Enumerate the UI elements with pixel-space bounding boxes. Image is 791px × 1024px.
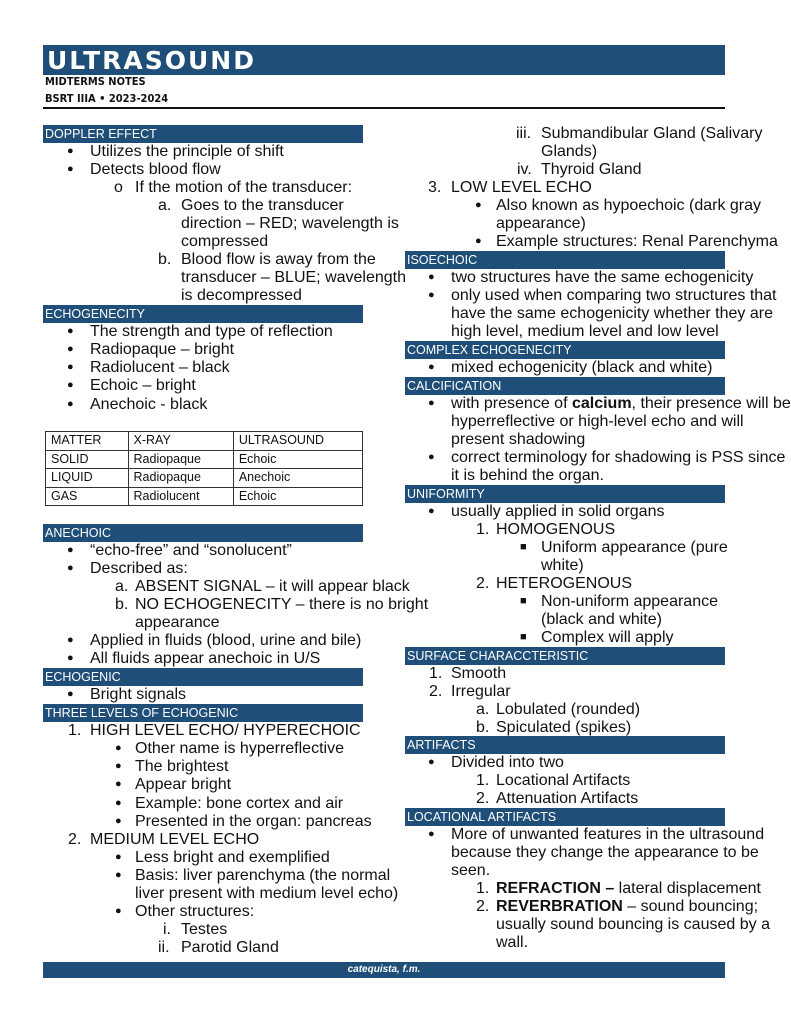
list-marker: b. xyxy=(115,596,129,613)
section-anechoic: ANECHOIC xyxy=(43,524,363,542)
bullet-icon: ● xyxy=(67,544,74,556)
table-cell: ULTRASOUND xyxy=(233,432,362,451)
list-marker: a. xyxy=(158,197,172,214)
list-item: HOMOGENOUS xyxy=(496,521,616,538)
table-cell: Radiopaque xyxy=(128,450,233,469)
circle-bullet-icon: o xyxy=(114,179,123,196)
bullet-icon: ● xyxy=(67,398,74,410)
list-item-cont: because they change the appearance to be xyxy=(451,844,759,861)
list-item-cont: (black and white) xyxy=(541,611,662,628)
list-item: Uniform appearance (pure xyxy=(541,539,728,556)
bold-text: REFRACTION – xyxy=(496,880,615,897)
list-item-cont: appearance xyxy=(135,614,220,631)
list-item: Other name is hyperreflective xyxy=(135,740,344,757)
footer-bar xyxy=(43,962,725,978)
table-cell: Radiopaque xyxy=(128,469,233,488)
list-marker: 1. xyxy=(476,880,490,897)
list-marker: 3. xyxy=(428,179,442,196)
list-item: Lobulated (rounded) xyxy=(496,701,641,718)
bullet-icon: ● xyxy=(67,325,74,337)
text-part: – sound bouncing; xyxy=(622,898,759,915)
bullet-icon: ● xyxy=(428,828,435,840)
bullet-icon: ● xyxy=(115,869,122,881)
list-marker: a. xyxy=(476,701,490,718)
bullet-icon: ● xyxy=(428,271,435,283)
list-marker: iv. xyxy=(517,161,532,178)
section-echogenecity: ECHOGENECITY xyxy=(43,305,363,323)
list-item-cont: present shadowing xyxy=(451,431,586,448)
list-item: Appear bright xyxy=(135,776,232,793)
table-cell: Anechoic xyxy=(233,469,362,488)
table-row xyxy=(46,469,363,488)
bold-text: calcium xyxy=(571,395,632,412)
list-item: Radiolucent – black xyxy=(90,359,230,376)
bullet-icon: ● xyxy=(115,797,122,809)
list-item: Detects blood flow xyxy=(90,161,221,178)
list-item-cont: usually sound bouncing is caused by a xyxy=(496,916,770,933)
list-item: Applied in fluids (blood, urine and bile) xyxy=(90,632,362,649)
list-item-cont: transducer – BLUE; wavelength xyxy=(181,269,407,286)
bullet-icon: ● xyxy=(428,289,435,301)
text-part: with presence of xyxy=(451,395,572,412)
list-item: Parotid Gland xyxy=(181,939,279,956)
list-item: HETEROGENOUS xyxy=(496,575,633,592)
list-marker: 2. xyxy=(68,831,82,848)
table-cell: X-RAY xyxy=(128,432,233,451)
table-cell: LIQUID xyxy=(46,469,129,488)
bullet-icon: ● xyxy=(428,397,435,409)
list-item: Basis: liver parenchyma (the normal xyxy=(135,867,391,884)
list-item: Spiculated (spikes) xyxy=(496,719,632,736)
list-item: All fluids appear anechoic in U/S xyxy=(90,650,321,667)
bullet-icon: ● xyxy=(67,652,74,664)
bold-text: REVERBRATION xyxy=(496,898,623,915)
section-calcification: CALCIFICATION xyxy=(405,377,725,395)
list-item-cont: high level, medium level and low level xyxy=(451,323,719,340)
section-locational-artifacts: LOCATIONAL ARTIFACTS xyxy=(405,808,725,826)
table-cell: SOLID xyxy=(46,450,129,469)
list-marker: 1. xyxy=(68,722,82,739)
list-item: Radiopaque – bright xyxy=(90,341,235,358)
list-item xyxy=(496,898,758,916)
list-item-cont: Glands) xyxy=(541,143,598,160)
list-item: ABSENT SIGNAL – it will appear black xyxy=(135,578,410,595)
list-item-cont: white) xyxy=(541,557,584,574)
section-doppler-effect: DOPPLER EFFECT xyxy=(43,125,363,143)
text-part: lateral displacement xyxy=(614,880,761,897)
list-item-cont: is decompressed xyxy=(181,287,302,304)
list-item: Less bright and exemplified xyxy=(135,849,330,866)
list-item-heading: MEDIUM LEVEL ECHO xyxy=(90,831,260,848)
list-item: two structures have the same echogenicity xyxy=(451,269,754,286)
section-complex-echogenecity: COMPLEX ECHOGENECITY xyxy=(405,341,725,359)
table-cell: Echoic xyxy=(233,450,362,469)
list-item: Other structures: xyxy=(135,903,255,920)
list-item-cont: direction – RED; wavelength is xyxy=(181,215,399,232)
bullet-icon: ● xyxy=(475,199,482,211)
list-item: Bright signals xyxy=(90,686,187,703)
list-marker: 1. xyxy=(429,665,443,682)
bullet-icon: ● xyxy=(67,688,74,700)
list-item: Anechoic - black xyxy=(90,396,208,413)
bullet-icon: ● xyxy=(115,851,122,863)
bullet-icon: ● xyxy=(428,756,435,768)
list-item-cont: wall. xyxy=(496,934,529,951)
header-divider xyxy=(43,107,725,109)
list-marker: 2. xyxy=(476,790,490,807)
list-item-heading: HIGH LEVEL ECHO/ HYPERECHOIC xyxy=(90,722,361,739)
list-item: Goes to the transducer xyxy=(181,197,344,214)
table-cell: Echoic xyxy=(233,487,362,506)
list-item: Testes xyxy=(181,921,228,938)
table-row xyxy=(46,450,363,469)
bullet-icon: ● xyxy=(115,742,122,754)
list-item: More of unwanted features in the ultrasound xyxy=(451,826,765,843)
bullet-icon: ● xyxy=(428,361,435,373)
bullet-icon: ● xyxy=(67,562,74,574)
list-marker: a. xyxy=(115,578,129,595)
list-item: Attenuation Artifacts xyxy=(496,790,639,807)
table-cell: Radiolucent xyxy=(128,487,233,506)
list-item-heading: LOW LEVEL ECHO xyxy=(451,179,592,196)
list-marker: i. xyxy=(163,921,171,938)
title-bar xyxy=(43,45,725,75)
list-marker: 2. xyxy=(476,898,490,915)
section-echogenic: ECHOGENIC xyxy=(43,668,363,686)
list-item: Divided into two xyxy=(451,754,564,771)
list-item-cont: appearance) xyxy=(496,215,586,232)
list-item: “echo-free” and “sonolucent” xyxy=(90,542,292,559)
list-item: Example: bone cortex and air xyxy=(135,795,344,812)
list-item: Also known as hypoechoic (dark gray xyxy=(496,197,762,214)
bullet-icon: ● xyxy=(475,235,482,247)
text-part: , their presence will be xyxy=(631,395,791,412)
list-item: only used when comparing two structures that xyxy=(451,287,777,304)
bullet-icon: ● xyxy=(428,505,435,517)
list-marker: ii. xyxy=(158,939,170,956)
list-item: The strength and type of reflection xyxy=(90,323,333,340)
section-surface-characteristic: SURFACE CHARACCTERISTIC xyxy=(405,647,725,665)
list-item: Submandibular Gland (Salivary xyxy=(541,125,763,142)
list-marker: iii. xyxy=(516,125,532,142)
list-item: If the motion of the transducer: xyxy=(135,179,353,196)
list-item: mixed echogenicity (black and white) xyxy=(451,359,713,376)
table-cell: MATTER xyxy=(46,432,129,451)
bullet-icon: ● xyxy=(67,361,74,373)
list-marker: 1. xyxy=(476,772,490,789)
list-item: usually applied in solid organs xyxy=(451,503,665,520)
list-item xyxy=(496,880,761,898)
class-info: BSRT IIIA • 2023-2024 xyxy=(45,92,169,105)
bullet-icon: ● xyxy=(67,145,74,157)
list-item: NO ECHOGENECITY – there is no bright xyxy=(135,596,429,613)
list-item: Irregular xyxy=(451,683,511,700)
list-item: Utilizes the principle of shift xyxy=(90,143,284,160)
square-bullet-icon: ■ xyxy=(520,631,527,643)
list-item-cont: liver present with medium level echo) xyxy=(135,885,399,902)
footer-author: catequista, f.m. xyxy=(347,964,421,975)
list-item-cont: hyperreflective or high-level echo and will xyxy=(451,413,744,430)
section-uniformity: UNIFORMITY xyxy=(405,485,725,503)
table-row xyxy=(46,432,363,451)
list-marker: b. xyxy=(158,251,172,268)
bullet-icon: ● xyxy=(115,815,122,827)
matter-table xyxy=(45,431,363,506)
bullet-icon: ● xyxy=(67,163,74,175)
section-three-levels: THREE LEVELS OF ECHOGENIC xyxy=(43,704,363,722)
list-item: correct terminology for shadowing is PSS since xyxy=(451,449,786,466)
list-item-cont: compressed xyxy=(181,233,269,250)
list-item: Presented in the organ: pancreas xyxy=(135,813,372,830)
list-marker: 1. xyxy=(476,521,490,538)
bullet-icon: ● xyxy=(67,379,74,391)
bullet-icon: ● xyxy=(115,760,122,772)
list-item: Blood flow is away from the xyxy=(181,251,376,268)
bullet-icon: ● xyxy=(115,905,122,917)
table-row xyxy=(46,487,363,506)
list-item: Complex will apply xyxy=(541,629,674,646)
section-artifacts: ARTIFACTS xyxy=(405,736,725,754)
bullet-icon: ● xyxy=(67,634,74,646)
list-item: Smooth xyxy=(451,665,507,682)
list-item: The brightest xyxy=(135,758,229,775)
list-item: Locational Artifacts xyxy=(496,772,631,789)
bullet-icon: ● xyxy=(428,451,435,463)
list-item-cont: it is behind the organ. xyxy=(451,467,604,484)
list-marker: 2. xyxy=(429,683,443,700)
list-item-cont: seen. xyxy=(451,862,491,879)
bullet-icon: ● xyxy=(115,778,122,790)
list-item xyxy=(451,395,791,413)
square-bullet-icon: ■ xyxy=(520,595,527,607)
list-marker: b. xyxy=(476,719,490,736)
square-bullet-icon: ■ xyxy=(520,541,527,553)
list-item: Non-uniform appearance xyxy=(541,593,718,610)
bullet-icon: ● xyxy=(67,343,74,355)
list-item-cont: have the same echogenicity whether they are xyxy=(451,305,773,322)
list-item: Thyroid Gland xyxy=(541,161,642,178)
list-item: Example structures: Renal Parenchyma xyxy=(496,233,778,250)
list-item: Echoic – bright xyxy=(90,377,196,394)
table-cell: GAS xyxy=(46,487,129,506)
list-marker: 2. xyxy=(476,575,490,592)
section-isoechoic: ISOECHOIC xyxy=(405,251,725,269)
subtitle: MIDTERMS NOTES xyxy=(45,75,146,88)
list-item: Described as: xyxy=(90,560,188,577)
document-title: ULTRASOUND xyxy=(47,46,256,75)
